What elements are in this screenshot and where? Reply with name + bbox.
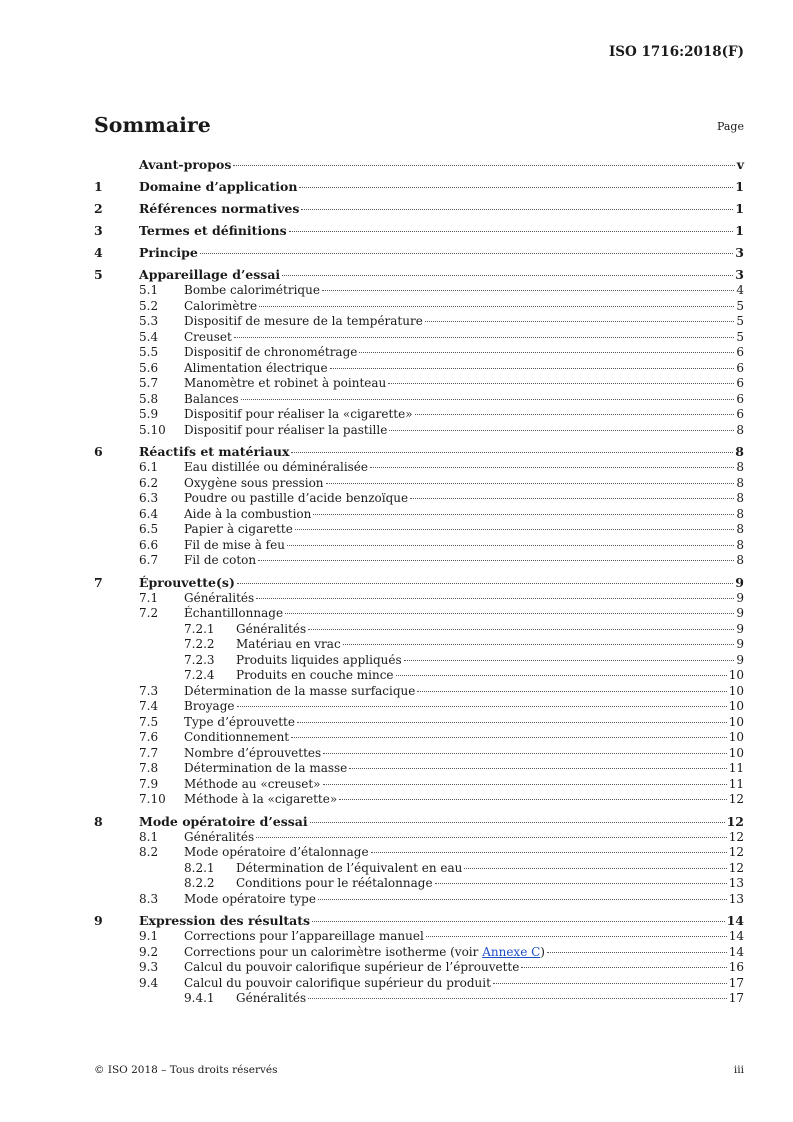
toc-entry-page: 11 — [728, 776, 744, 791]
dot-leader — [323, 753, 727, 754]
toc-entry-number: 7.2.1 — [184, 621, 215, 636]
toc-entry-page: 12 — [728, 792, 744, 806]
toc-entry-title: Dispositif de chronométrage — [184, 345, 358, 359]
toc-entry-title: Éprouvette(s) — [139, 574, 235, 590]
toc-entry[interactable] — [94, 507, 744, 523]
toc-entry-number: 6.2 — [139, 475, 159, 490]
toc-entry-title: Appareillage d’essai — [139, 267, 281, 282]
toc-entry-title: Dispositif de mesure de la température — [184, 314, 423, 328]
toc-entry-number: 8 — [94, 813, 103, 829]
toc-entry-page: 14 — [728, 944, 744, 959]
toc-entry-number: 7.3 — [139, 683, 159, 698]
footer-page-number: iii — [733, 1064, 744, 1076]
toc-entry-title: Aide à la combustion — [184, 506, 312, 521]
toc-entry-page: v — [736, 157, 744, 172]
toc-entry-page: 10 — [728, 745, 744, 760]
toc-entry-title: Réactifs et matériaux — [139, 444, 290, 459]
toc-entry[interactable] — [94, 668, 744, 684]
toc-entry-number: 1 — [94, 179, 103, 194]
toc-entry-number: 7.2.3 — [184, 652, 215, 667]
toc-entry-title: Expression des résultats — [139, 913, 311, 928]
toc-entry-page: 12 — [728, 829, 744, 844]
toc-entry-number: 5.4 — [139, 329, 159, 344]
toc-entry-title: Poudre ou pastille d’acide benzoïque — [184, 491, 409, 505]
toc-entry-title: Produits liquides appliqués — [236, 652, 402, 667]
toc-entry-page: 6 — [736, 376, 744, 390]
toc-entry-number: 7.8 — [139, 761, 159, 775]
toc-entry[interactable] — [94, 423, 744, 439]
toc-entry-title: Termes et définitions — [139, 223, 287, 238]
toc-entry-number: 6.3 — [139, 491, 159, 505]
toc-entry-title: Mode opératoire type — [184, 891, 316, 906]
dot-leader — [388, 383, 734, 384]
toc-entry-title: Conditions pour le réétalonnage — [236, 876, 433, 890]
dot-leader — [343, 644, 735, 645]
toc-entry-title: Domaine d’application — [139, 179, 298, 194]
toc-entry[interactable] — [94, 522, 744, 538]
toc-entry-page: 8 — [736, 522, 744, 536]
toc-entry-page: 8 — [735, 444, 744, 459]
table-of-contents — [94, 157, 744, 1007]
toc-entry[interactable] — [94, 330, 744, 346]
toc-entry-title: Détermination de la masse surfacique — [184, 683, 416, 698]
dot-leader — [425, 321, 735, 322]
document-id: ISO 1716:2018(F) — [608, 44, 744, 60]
dot-leader — [308, 998, 727, 999]
toc-entry-title: Conditionnement — [184, 730, 290, 744]
toc-entry-page: 1 — [735, 179, 744, 194]
dot-leader — [426, 936, 727, 937]
dot-leader — [349, 768, 726, 769]
toc-entry-number: 5 — [94, 267, 103, 282]
dot-leader — [435, 883, 727, 884]
toc-entry[interactable] — [94, 606, 744, 622]
toc-entry-number: 7.6 — [139, 730, 159, 744]
toc-entry-title: Bombe calorimétrique — [184, 283, 320, 297]
toc-entry[interactable] — [94, 179, 744, 195]
toc-entry[interactable] — [94, 861, 744, 877]
dot-leader — [417, 691, 726, 692]
toc-entry[interactable] — [94, 392, 744, 408]
dot-leader — [322, 290, 734, 291]
toc-entry[interactable] — [94, 460, 744, 476]
toc-entry-page: 8 — [736, 537, 744, 552]
toc-entry-page: 14 — [728, 929, 744, 943]
dot-leader — [370, 467, 734, 468]
toc-entry-title: Corrections pour un calorimètre isotherme (voir Annexe C) — [184, 944, 545, 959]
toc-entry-title: Fil de coton — [184, 553, 257, 567]
toc-entry-number: 7.7 — [139, 745, 159, 760]
toc-entry-title: Calcul du pouvoir calorifique supérieur de l’éprouvette — [184, 960, 520, 974]
toc-entry-page: 9 — [736, 621, 744, 636]
toc-entry-title: Balances — [184, 391, 239, 406]
toc-entry[interactable] — [94, 960, 744, 976]
toc-entry-page: 12 — [728, 845, 744, 859]
toc-entry-number: 4 — [94, 245, 103, 260]
toc-entry-title: Généralités — [184, 590, 255, 605]
toc-entry-page: 6 — [736, 407, 744, 421]
toc-entry-title: Généralités — [184, 829, 255, 844]
dot-leader — [323, 784, 727, 785]
toc-entry[interactable] — [94, 699, 744, 715]
dot-leader — [339, 799, 727, 800]
dot-leader — [291, 452, 733, 453]
toc-entry-title: Mode opératoire d’essai — [139, 813, 308, 829]
toc-entry-page: 12 — [728, 860, 744, 875]
toc-entry-page: 14 — [726, 913, 744, 928]
toc-entry-title: Matériau en vrac — [236, 637, 341, 651]
toc-entry[interactable] — [94, 730, 744, 746]
toc-entry-number: 5.7 — [139, 376, 159, 390]
toc-entry-page: 9 — [736, 590, 744, 605]
toc-entry-number: 6.1 — [139, 460, 159, 474]
toc-entry[interactable] — [94, 746, 744, 762]
toc-entry[interactable] — [94, 223, 744, 239]
toc-entry-title: Références normatives — [139, 201, 300, 216]
toc-entry-number: 5.6 — [139, 360, 159, 375]
toc-entry-page: 1 — [735, 201, 744, 216]
dot-leader — [312, 921, 725, 922]
toc-entry-title: Produits en couche mince — [236, 668, 394, 682]
toc-entry[interactable] — [94, 267, 744, 283]
toc-entry[interactable] — [94, 314, 744, 330]
toc-entry-title: Oxygène sous pression — [184, 475, 324, 490]
toc-entry-title: Généralités — [236, 621, 307, 636]
toc-entry-number: 6.7 — [139, 553, 159, 567]
toc-entry-page: 9 — [736, 652, 744, 667]
dot-leader — [287, 545, 734, 546]
toc-entry-number: 7.10 — [139, 792, 166, 806]
dot-leader — [256, 837, 727, 838]
dot-leader — [359, 352, 734, 353]
toc-entry-page: 6 — [736, 345, 744, 359]
toc-entry[interactable] — [94, 283, 744, 299]
dot-leader — [310, 822, 725, 823]
toc-entry-number: 2 — [94, 201, 103, 216]
toc-entry-number: 5.3 — [139, 314, 159, 328]
toc-entry-page: 5 — [736, 298, 744, 313]
dot-leader — [299, 187, 733, 188]
dot-leader — [493, 983, 727, 984]
toc-entry[interactable] — [94, 575, 744, 591]
dot-leader — [521, 967, 726, 968]
toc-entry-page: 10 — [728, 714, 744, 729]
toc-entry-page: 3 — [735, 267, 744, 282]
toc-entry-page: 13 — [728, 876, 744, 890]
toc-entry-number: 7.2 — [139, 606, 159, 620]
dot-leader — [389, 430, 734, 431]
toc-entry-title: Généralités — [236, 991, 307, 1005]
dot-leader — [258, 560, 734, 561]
toc-entry-number: 9 — [94, 913, 103, 928]
toc-entry[interactable] — [94, 814, 744, 830]
toc-entry[interactable] — [94, 476, 744, 492]
toc-entry-title: Nombre d’éprouvettes — [184, 745, 322, 760]
dot-leader — [289, 231, 734, 232]
footer-copyright: © ISO 2018 – Tous droits réservés — [94, 1064, 278, 1076]
toc-entry[interactable] — [94, 976, 744, 992]
dot-leader — [464, 868, 726, 869]
toc-entry-number: 6.6 — [139, 537, 159, 552]
dot-leader — [415, 414, 735, 415]
annex-link[interactable]: Annexe C — [482, 944, 541, 959]
toc-entry[interactable] — [94, 245, 744, 261]
toc-entry-page: 10 — [728, 668, 744, 682]
toc-entry[interactable] — [94, 876, 744, 892]
toc-entry-title: Méthode à la «cigarette» — [184, 792, 338, 806]
toc-entry[interactable] — [94, 929, 744, 945]
toc-entry[interactable] — [94, 715, 744, 731]
toc-entry[interactable] — [94, 892, 744, 908]
toc-entry[interactable] — [94, 945, 744, 961]
toc-entry-page: 1 — [735, 223, 744, 238]
toc-entry[interactable] — [94, 761, 744, 777]
toc-entry-title: Principe — [139, 245, 198, 260]
toc-entry-page: 12 — [726, 813, 744, 829]
toc-entry-title: Calorimètre — [184, 298, 258, 313]
toc-entry-number: 7 — [94, 574, 103, 590]
toc-entry-page: 6 — [736, 391, 744, 406]
toc-entry-title: Détermination de la masse — [184, 761, 348, 775]
toc-entry-number: 5.10 — [139, 422, 166, 437]
toc-entry-title: Échantillonnage — [184, 606, 284, 620]
toc-entry-number: 9.4.1 — [184, 991, 215, 1005]
toc-entry[interactable] — [94, 830, 744, 846]
toc-entry-page: 8 — [736, 553, 744, 567]
toc-entry-page: 17 — [728, 975, 744, 990]
toc-entry-title: Mode opératoire d’étalonnage — [184, 845, 369, 859]
dot-leader — [259, 306, 734, 307]
toc-entry[interactable] — [94, 345, 744, 361]
toc-entry-number: 5.9 — [139, 407, 159, 421]
toc-entry-number: 8.2 — [139, 845, 159, 859]
toc-entry[interactable] — [94, 913, 744, 929]
toc-entry[interactable] — [94, 591, 744, 607]
toc-entry-number: 5.1 — [139, 283, 159, 297]
dot-leader — [241, 399, 735, 400]
toc-entry-number: 7.2.4 — [184, 668, 215, 682]
toc-entry-page: 10 — [728, 683, 744, 698]
toc-entry-title: Dispositif pour réaliser la pastille — [184, 422, 388, 437]
toc-entry[interactable] — [94, 201, 744, 217]
toc-entry-number: 8.2.1 — [184, 860, 215, 875]
toc-entry-number: 6.4 — [139, 506, 159, 521]
dot-leader — [396, 675, 727, 676]
dot-leader — [404, 660, 735, 661]
toc-entry[interactable] — [94, 653, 744, 669]
toc-entry-number: 6 — [94, 444, 103, 459]
toc-entry-number: 5.8 — [139, 391, 159, 406]
toc-entry-title: Eau distillée ou déminéralisée — [184, 460, 369, 474]
dot-leader — [313, 514, 734, 515]
toc-entry-title: Calcul du pouvoir calorifique supérieur du produit — [184, 975, 491, 990]
toc-entry-number: 9.3 — [139, 960, 159, 974]
toc-entry-title: Méthode au «creuset» — [184, 776, 321, 791]
toc-entry-page: 13 — [728, 891, 744, 906]
toc-entry-page: 17 — [728, 991, 744, 1005]
toc-entry-number: 7.5 — [139, 714, 159, 729]
toc-entry[interactable] — [94, 845, 744, 861]
toc-entry[interactable] — [94, 637, 744, 653]
toc-entry[interactable] — [94, 361, 744, 377]
toc-entry-title: Corrections pour l’appareillage manuel — [184, 929, 424, 943]
toc-entry-number: 7.4 — [139, 699, 159, 713]
toc-entry[interactable] — [94, 777, 744, 793]
dot-leader — [318, 899, 727, 900]
dot-leader — [297, 722, 727, 723]
toc-entry-title: Alimentation électrique — [184, 360, 328, 375]
dot-leader — [326, 483, 735, 484]
toc-entry-number: 9.1 — [139, 929, 159, 943]
toc-entry-title: Fil de mise à feu — [184, 537, 285, 552]
toc-entry-page: 9 — [736, 606, 744, 620]
dot-leader — [237, 706, 727, 707]
toc-entry[interactable] — [94, 684, 744, 700]
dot-leader — [200, 253, 733, 254]
toc-entry[interactable] — [94, 444, 744, 460]
toc-entry-number: 6.5 — [139, 522, 159, 536]
dot-leader — [285, 613, 734, 614]
dot-leader — [233, 165, 734, 166]
dot-leader — [295, 529, 735, 530]
toc-entry[interactable] — [94, 157, 744, 173]
toc-entry-page: 5 — [736, 314, 744, 328]
toc-entry-page: 8 — [736, 475, 744, 490]
toc-entry-number: 7.9 — [139, 776, 159, 791]
toc-entry-page: 3 — [735, 245, 744, 260]
toc-entry-title: Creuset — [184, 329, 232, 344]
toc-entry-title: Manomètre et robinet à pointeau — [184, 376, 387, 390]
toc-entry-page: 10 — [728, 699, 744, 713]
dot-leader — [291, 737, 727, 738]
toc-entry-title: Avant-propos — [139, 157, 232, 172]
page-title: Sommaire — [94, 113, 211, 137]
toc-entry-number: 9.2 — [139, 944, 159, 959]
toc-entry-number: 7.2.2 — [184, 637, 215, 651]
toc-entry-page: 16 — [728, 960, 744, 974]
dot-leader — [237, 583, 733, 584]
toc-entry-page: 8 — [736, 422, 744, 437]
toc-entry-title: Broyage — [184, 699, 235, 713]
toc-entry-page: 11 — [728, 761, 744, 775]
page-column-label: Page — [716, 120, 744, 133]
toc-entry-title: Dispositif pour réaliser la «cigarette» — [184, 407, 413, 421]
toc-entry-page: 4 — [736, 283, 744, 297]
dot-leader — [282, 275, 733, 276]
dot-leader — [410, 498, 734, 499]
toc-entry[interactable] — [94, 299, 744, 315]
dot-leader — [308, 629, 734, 630]
toc-entry[interactable] — [94, 407, 744, 423]
dot-leader — [256, 598, 734, 599]
toc-entry-page: 8 — [736, 491, 744, 505]
dot-leader — [301, 209, 733, 210]
dot-leader — [330, 368, 735, 369]
toc-entry-page: 9 — [736, 637, 744, 651]
toc-entry-page: 8 — [736, 506, 744, 521]
dot-leader — [371, 852, 727, 853]
toc-entry[interactable] — [94, 491, 744, 507]
toc-entry-title: Papier à cigarette — [184, 522, 293, 536]
toc-entry[interactable] — [94, 991, 744, 1007]
toc-entry-number: 8.2.2 — [184, 876, 215, 890]
toc-entry[interactable] — [94, 538, 744, 554]
toc-entry-number: 3 — [94, 223, 103, 238]
toc-entry-number: 7.1 — [139, 590, 159, 605]
toc-entry-title: Détermination de l’équivalent en eau — [236, 860, 463, 875]
toc-entry-page: 9 — [735, 574, 744, 590]
toc-entry-page: 10 — [728, 730, 744, 744]
toc-entry-number: 9.4 — [139, 975, 159, 990]
dot-leader — [547, 952, 727, 953]
toc-entry-number: 8.3 — [139, 891, 159, 906]
toc-entry[interactable] — [94, 376, 744, 392]
toc-entry-title: Type d’éprouvette — [184, 714, 295, 729]
toc-entry[interactable] — [94, 553, 744, 569]
toc-entry-page: 8 — [736, 460, 744, 474]
toc-entry-page: 5 — [736, 329, 744, 344]
dot-leader — [234, 337, 735, 338]
toc-entry-page: 6 — [736, 360, 744, 375]
toc-entry-number: 5.2 — [139, 298, 159, 313]
toc-entry-number: 5.5 — [139, 345, 159, 359]
toc-entry[interactable] — [94, 622, 744, 638]
toc-entry[interactable] — [94, 792, 744, 808]
toc-entry-number: 8.1 — [139, 829, 159, 844]
